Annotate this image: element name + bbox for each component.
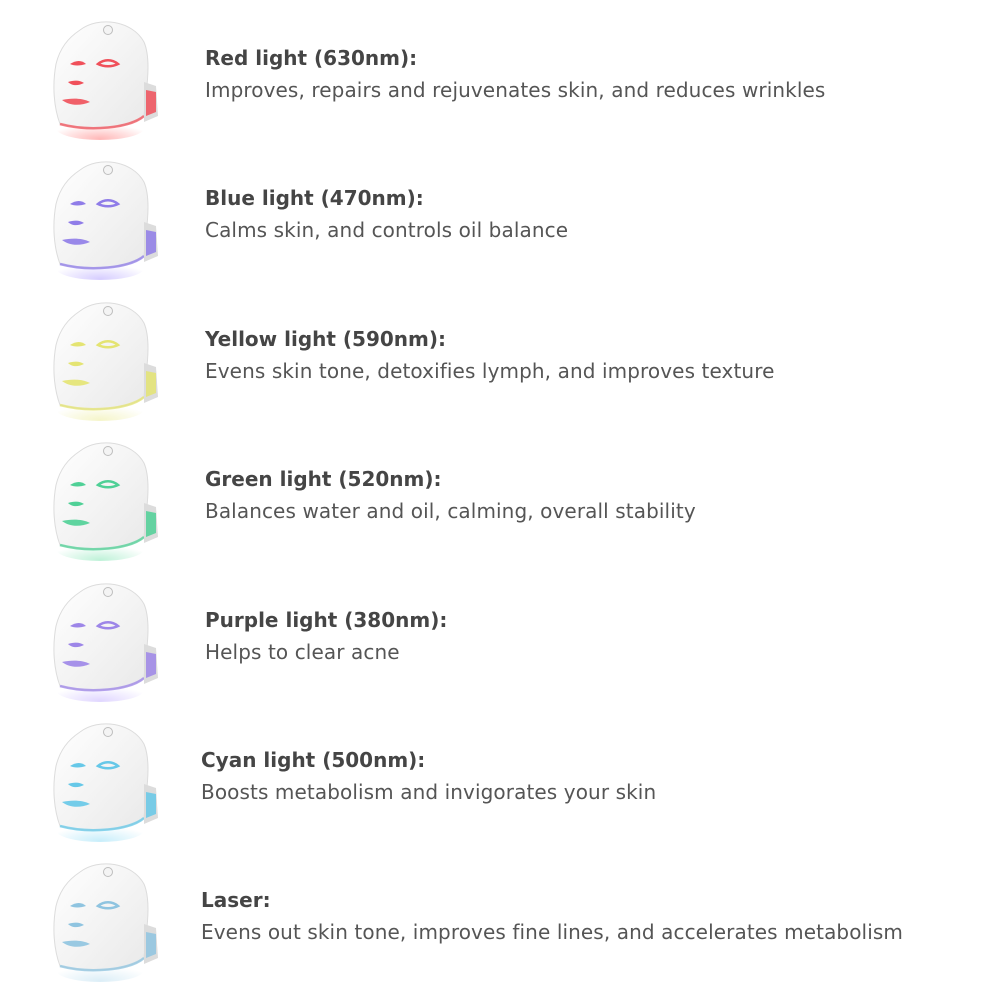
light-mode-item-cyan [0,718,1000,858]
item-description: Evens skin tone, detoxifies lymph, and improves texture [205,359,775,383]
led-mask-blue-image [50,156,162,280]
item-text [205,44,825,104]
item-text [201,886,903,946]
item-text [205,184,568,244]
led-mask-green-image [50,437,162,561]
item-description: Evens out skin tone, improves fine lines, and accelerates metabolism [201,920,903,944]
led-mask-red-image [50,16,162,140]
light-mode-item-purple [0,578,1000,718]
item-description: Boosts metabolism and invigorates your skin [201,780,657,804]
led-mask-cyan-image [50,718,162,842]
item-title: Cyan light (500nm): [201,748,426,772]
item-title: Laser: [201,888,271,912]
light-mode-item-yellow [0,297,1000,437]
item-description: Improves, repairs and rejuvenates skin, and reduces wrinkles [205,78,826,102]
item-text [205,606,447,666]
item-title: Red light (630nm): [205,46,418,70]
item-text [201,746,656,806]
item-title: Green light (520nm): [205,467,442,491]
item-description: Helps to clear acne [205,640,400,664]
item-description: Calms skin, and controls oil balance [205,218,569,242]
led-mask-laser-image [50,858,162,982]
light-mode-item-laser [0,858,1000,998]
item-title: Blue light (470nm): [205,186,424,210]
led-mask-purple-image [50,578,162,702]
item-text [205,325,774,385]
item-description: Balances water and oil, calming, overall stability [205,499,696,523]
light-mode-item-blue [0,156,1000,296]
light-mode-item-green [0,437,1000,577]
item-text [205,465,696,525]
item-title: Yellow light (590nm): [205,327,446,351]
light-mode-item-red [0,16,1000,156]
led-mask-yellow-image [50,297,162,421]
item-title: Purple light (380nm): [205,608,448,632]
